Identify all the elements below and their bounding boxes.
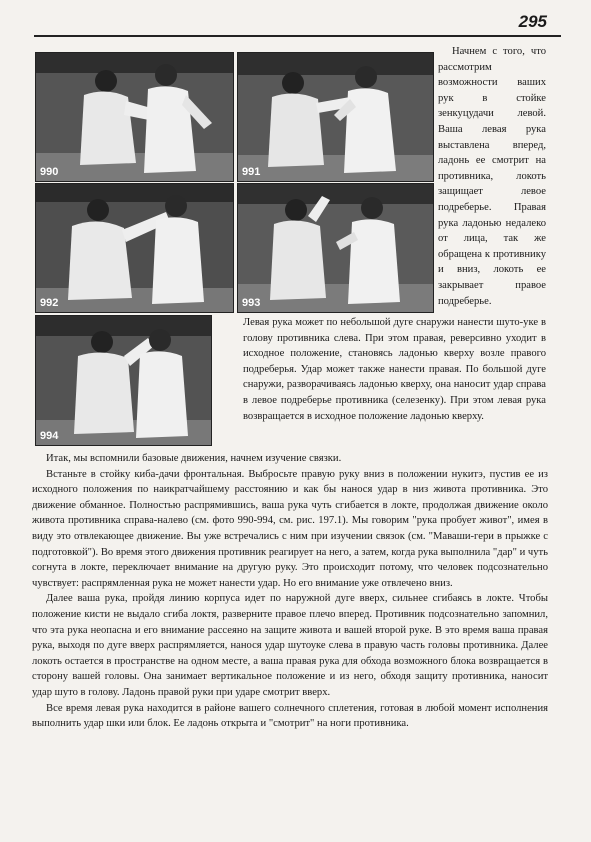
mid-text-column bbox=[243, 315, 546, 424]
photo-990 bbox=[35, 52, 234, 182]
photo-991-figures bbox=[238, 53, 433, 181]
page-number: 295 bbox=[518, 12, 547, 31]
paragraph-left-hand: Все время левая рука находится в районе вашего солнечного сплетения, готовая в любой момент исполнения выполнить удар шки или блок. Ее ладонь открыта и "смотрит" на ноги противника. bbox=[32, 702, 548, 730]
photo-991 bbox=[237, 52, 434, 182]
photo-992-figures bbox=[36, 184, 233, 312]
photo-992 bbox=[35, 183, 234, 313]
photo-994-figures bbox=[36, 316, 211, 445]
side-text-column bbox=[438, 44, 546, 309]
photo-994 bbox=[35, 315, 212, 446]
paragraph-arc: Далее ваша рука, пройдя линию корпуса идет по наружной дуге вверх, сильнее сгибаясь в локте. Чтобы положение кисти не выдало сгиба локтя, разверните правое плечо вперед. Противник подсознательно запомнил, что эта рука неопасна и его внимание рассеяно на защите живота и вашей второй руке. В это время ваша правая рука, выходя по дуге вверх распрямляется, нанося удар шутоуке слева в правую часть головы противника. Далее локоть остается в пространстве на одном месте, а ваша правая рука для обхода возможного блока возвращается в сторону вашей головы. Она занимает вертикальное положение и из него, обходя защиту противника, наносит удар шуто в голову. Ладонь правой руки при ударе смотрит вверх. bbox=[32, 593, 548, 698]
mid-text: Левая рука может по небольшой дуге снаружи нанести шуто-уке в голову противника слева. При этом правая, реверсивно уходит в исходное положение, становясь ладонью кверху возле правого подреберья. Удар может также нанести правая. По большой дуге снаружи, разворачиваясь ладонью кверху, она наносит удар справа в левое подреберье противника (селезенку). При этом левая рука возвращается в исходное положение ладонью кверху. bbox=[243, 317, 546, 422]
paragraph-intro: Итак, мы вспомнили базовые движения, начнем изучение связки. bbox=[46, 453, 342, 464]
paragraph-stance: Встаньте в стойку киба-дачи фронтальная. Выбросьте правую руку вниз в положении нукитэ, пустив ее из исходного положения по наикратчайшему расстоянию и как бы нанося удар в низ живота противника. Это движение обманное. Полностью распрямившись, ваша рука чуть сгибается в локте, продолжая движение около живота противника справа-налево (см. фото 990-994, см. рис. 197.1). Мы говорим "рука пробует живот", имея в виду это отвлекающее движение. Вы уже встречались с ним при изучении связок (см. "Маваши-гери в прыжке с подготовкой"). Во время этого движения противник реагирует на него, а затем, когда рука выполнила "дар" и чуть согнута в локте, переключает внимание на другую руку. Это происходит потому, что человек подсознательно чувствует: распрямленная рука не может нанести удар. Но его внимание уже отвлечено вниз. bbox=[32, 468, 548, 589]
photo-label: 991 bbox=[242, 166, 261, 178]
main-text bbox=[32, 451, 548, 732]
photo-label: 990 bbox=[40, 166, 59, 178]
photo-993-figures bbox=[238, 184, 433, 312]
photo-label: 994 bbox=[40, 430, 59, 442]
header-rule bbox=[34, 35, 561, 37]
photo-990-figures bbox=[36, 53, 233, 181]
side-text: Начнем с того, что рассмотрим возможности ваших рук в стойке зенкуцудачи левой. Ваша левая рука выставлена вперед, ладонь ее смотрит на противника, локоть защищает левое подреберье. Правая рука ладонью недалеко от лица, так же обращена к противнику и вниз, локоть ее закрывает правое подреберье. bbox=[438, 46, 546, 307]
photo-993 bbox=[237, 183, 434, 313]
photo-label: 992 bbox=[40, 297, 59, 309]
photo-label: 993 bbox=[242, 297, 261, 309]
